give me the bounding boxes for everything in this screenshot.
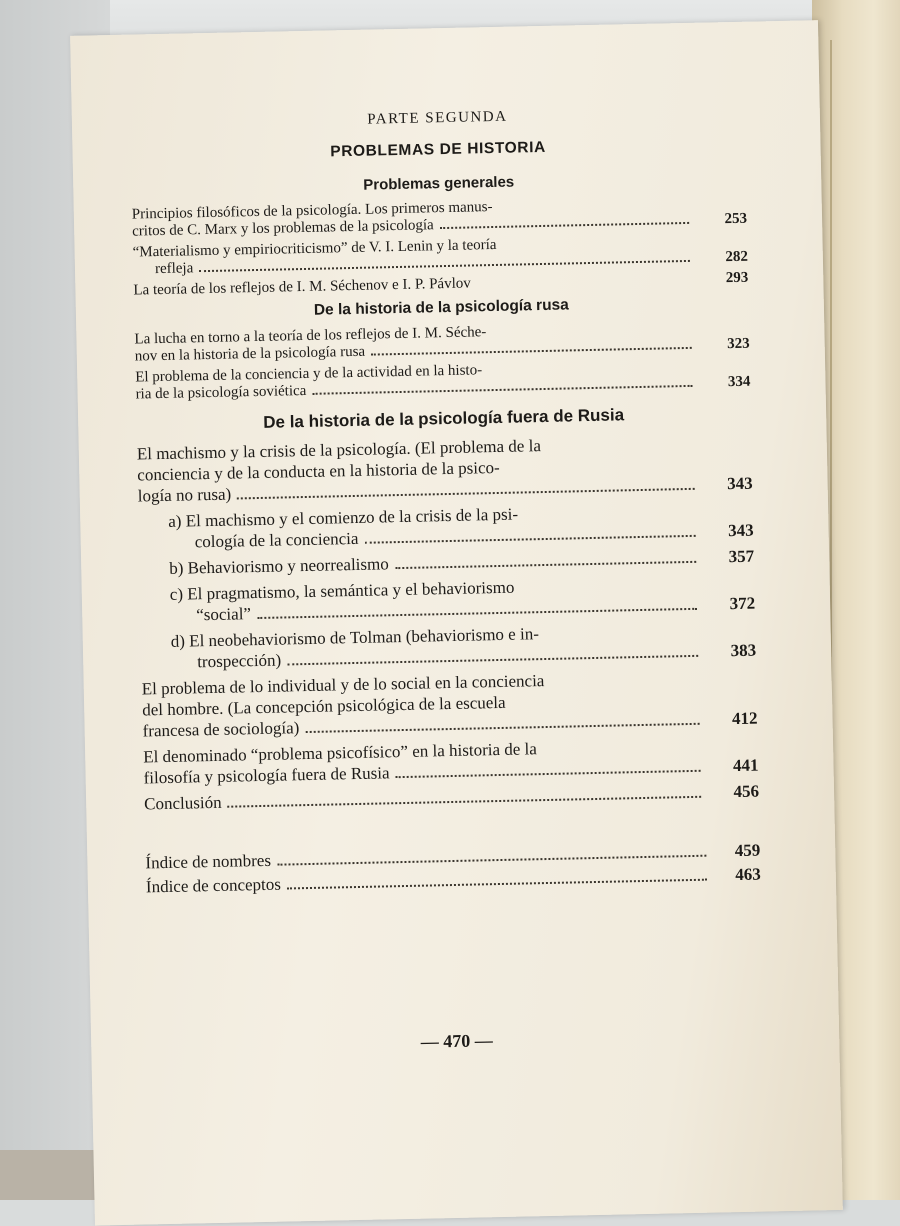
page-number: 412 [731,708,758,729]
entry-line: ria de la psicología soviética [135,382,307,403]
entry-line: francesa de sociología) [142,718,300,741]
entry-line: El problema de la conciencia y de la actividad en la histo- [135,362,483,386]
part-label: PARTE SEGUNDA [367,108,508,128]
page-number: 253 [724,210,748,228]
entry-line: refleja [154,260,194,278]
entry-line: El machismo y la crisis de la psicología. (El problema de la [136,436,542,464]
toc-entry [141,619,757,674]
page-number: 463 [735,864,761,885]
section-title-psicologia-fuera-de-rusia: De la historia de la psicología fuera de Rusia [263,405,625,432]
part-title: PROBLEMAS DE HISTORIA [330,138,546,161]
entry-line: “social” [196,604,252,625]
section-title-psicologia-rusa: De la historia de la psicología rusa [313,296,569,319]
book-page [70,20,843,1225]
entry-line: filosofía y psicología fuera de Rusia [143,763,390,788]
leader-dots [199,260,690,272]
toc-entry [143,734,759,789]
leader-dots [371,347,692,356]
index-label: Índice de nombres [145,850,272,873]
leader-dots [228,796,701,808]
entry-line: El denominado “problema psicofísico” en la historia de la [143,739,538,767]
toc-entry [142,666,758,742]
leader-dots [396,770,701,778]
leader-dots [312,385,692,395]
page-folio: — 470 — [420,1030,493,1052]
entry-line: El problema de lo individual y de lo social en la conciencia [141,671,545,699]
leader-dots [257,608,697,619]
leader-dots [287,879,707,890]
index-label: Índice de conceptos [145,874,282,897]
leader-dots [395,561,696,569]
entry-line: b) Behaviorismo y neorrealismo [169,554,389,578]
page-number: 343 [726,473,753,494]
leader-dots [305,723,699,733]
page-number: 282 [725,248,749,266]
entry-line: La lucha en torno a la teoría de los reflejos de I. M. Séche- [134,324,487,348]
leader-dots [440,222,689,229]
toc-entry [138,499,754,554]
entry-line: cología de la conciencia [194,528,359,552]
page-number: 383 [730,640,757,661]
toc-entry [137,431,753,507]
entry-line: La teoría de los reflejos de I. M. Séchenov e I. P. Pávlov [133,275,471,299]
entry-line: conciencia y de la conducta en la historia de la psico- [137,457,500,485]
entry-line: del hombre. (La concepción psicológica de la escuela [142,692,506,720]
leader-dots [287,655,698,666]
page-number: 323 [727,335,750,353]
entry-line: d) El neobehaviorismo de Tolman (behaviorismo e in- [170,624,540,651]
page-number: 334 [727,373,751,391]
entry-line: logía no rusa) [137,484,232,506]
leader-dots [237,488,694,500]
entry-line: nov en la historia de la psicología rusa [134,343,366,365]
section-title-problemas-generales: Problemas generales [363,173,515,194]
page-number: 441 [732,755,759,776]
toc-entry [140,572,756,627]
toc-entry [135,357,751,404]
page-number: 357 [728,546,755,567]
entry-line: critos de C. Marx y los problemas de la psicología [132,217,434,240]
page-number: 372 [729,593,756,614]
table-of-contents [130,104,765,1059]
leader-dots [365,535,696,544]
entry-line: a) El machismo y el comienzo de la crisis de la psi- [168,504,519,531]
page-number: 456 [733,781,760,802]
leader-dots [277,855,706,866]
page-number: 459 [734,840,761,861]
page-number: 343 [727,520,754,541]
entry-line: “Materialismo y empiriocriticismo” de V. I. Lenin y la teoría [132,236,497,261]
page-number: 293 [725,269,749,287]
entry-line: c) El pragmatismo, la semántica y el behaviorismo [169,577,515,604]
entry-line: Principios filosóficos de la psicología. Los primeros manus- [131,199,493,223]
entry-line: trospección) [197,650,282,672]
entry-line: Conclusión [143,792,222,814]
